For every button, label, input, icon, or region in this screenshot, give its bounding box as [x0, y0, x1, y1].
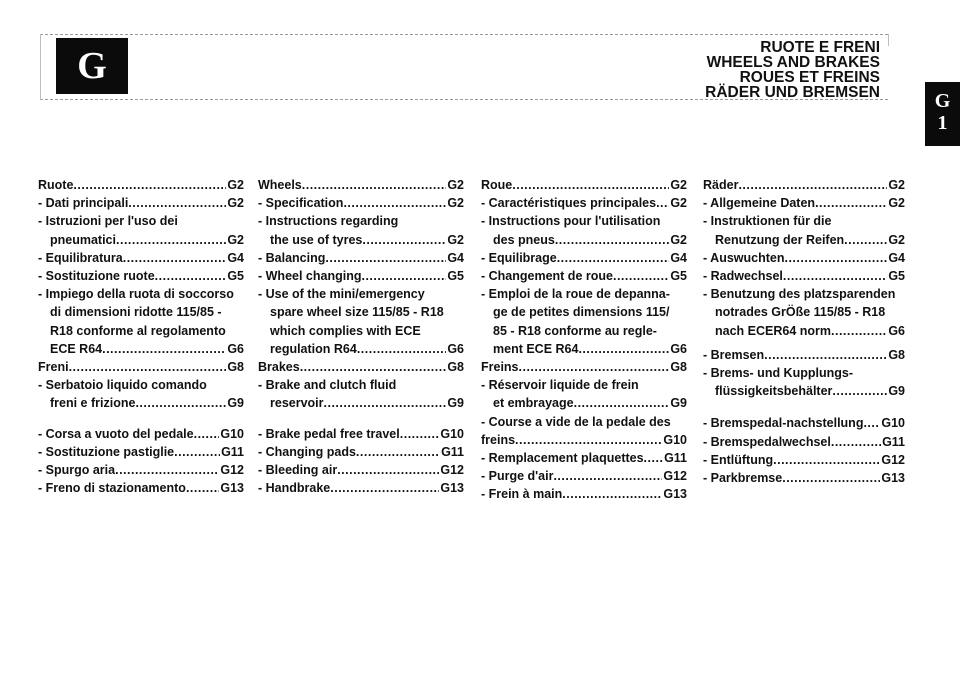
- toc-entry[interactable]: - Spurgo aria ..... G12: [38, 461, 244, 479]
- toc-entry[interactable]: des pneus ..... G2: [481, 231, 687, 249]
- toc-entry[interactable]: - Sostituzione ruote ..... G5: [38, 267, 244, 285]
- toc-entry[interactable]: ment ECE R64 ..... G6: [481, 340, 687, 358]
- toc-entry[interactable]: the use of tyres ..... G2: [258, 231, 464, 249]
- toc-entry-line: spare wheel size 115/85 - R18: [270, 305, 444, 320]
- toc-entry[interactable]: - Changement de roue ..... G5: [481, 267, 687, 285]
- toc-entry[interactable]: - Caractéristiques principales ..... G2: [481, 194, 687, 212]
- toc-entry[interactable]: freins ..... G10: [481, 431, 687, 449]
- toc-entry[interactable]: - Auswuchten ..... G4: [703, 249, 905, 267]
- toc-entry[interactable]: - Balancing ..... G4: [258, 249, 464, 267]
- toc-entry-line: di dimensioni ridotte 115/85 -: [50, 305, 222, 320]
- toc-entry[interactable]: - Entlüftung ..... G12: [703, 451, 905, 469]
- toc-entry[interactable]: - Specification ..... G2: [258, 194, 464, 212]
- toc-entry[interactable]: - Equilibratura ..... G4: [38, 249, 244, 267]
- title-english: WHEELS AND BRAKES: [706, 54, 880, 71]
- title-german: RÄDER UND BREMSEN: [705, 84, 880, 101]
- toc-column-english: [258, 176, 464, 497]
- toc-entry[interactable]: - Corsa a vuoto del pedale ..... G10: [38, 425, 244, 443]
- toc-entry[interactable]: - Handbrake ..... G13: [258, 479, 464, 497]
- toc-entry[interactable]: flüssigkeitsbehälter ..... G9: [703, 382, 905, 400]
- toc-entry[interactable]: - Bremspedal-nachstellung ..... G10: [703, 414, 905, 432]
- toc-entry[interactable]: et embrayage ..... G9: [481, 394, 687, 412]
- toc-entry[interactable]: reservoir ..... G9: [258, 394, 464, 412]
- toc-entry[interactable]: regulation R64 ..... G6: [258, 340, 464, 358]
- toc-entry-line: - Instructions pour l'utilisation: [481, 214, 661, 229]
- side-tab-number: 1: [937, 112, 948, 134]
- toc-entry[interactable]: Wheels ..... G2: [258, 176, 464, 194]
- toc-entry-line: - Istruzioni per l'uso dei: [38, 214, 178, 229]
- title-italian: RUOTE E FRENI: [760, 39, 880, 56]
- toc-entry-line: which complies with ECE: [270, 323, 421, 338]
- toc-entry-line: - Benutzung des platzsparenden: [703, 287, 896, 302]
- toc-entry[interactable]: - Equilibrage ..... G4: [481, 249, 687, 267]
- toc-entry-line: - Réservoir liquide de frein: [481, 378, 639, 393]
- toc-entry[interactable]: ECE R64 ..... G6: [38, 340, 244, 358]
- toc-entry[interactable]: - Sostituzione pastiglie ..... G11: [38, 443, 244, 461]
- toc-entry[interactable]: - Brake pedal free travel ..... G10: [258, 425, 464, 443]
- toc-entry[interactable]: nach ECER64 norm ..... G6: [703, 322, 905, 340]
- toc-entry[interactable]: Roue ..... G2: [481, 176, 687, 194]
- toc-entry-line: - Brake and clutch fluid: [258, 378, 397, 393]
- title-french: ROUES ET FREINS: [739, 69, 880, 86]
- chapter-badge: [56, 38, 128, 94]
- side-tab-letter: G: [934, 90, 951, 112]
- toc-entry-line: - Instruktionen für die: [703, 214, 832, 229]
- toc-entry[interactable]: - Radwechsel ..... G5: [703, 267, 905, 285]
- toc-entry[interactable]: - Changing pads ..... G11: [258, 443, 464, 461]
- header-left-rule: [40, 34, 41, 100]
- toc-entry[interactable]: - Remplacement plaquettes ..... G11: [481, 449, 687, 467]
- toc-entry[interactable]: Freins ..... G8: [481, 358, 687, 376]
- header-right-rule: [888, 34, 889, 46]
- toc-entry[interactable]: - Purge d'air ..... G12: [481, 467, 687, 485]
- toc-entry[interactable]: Renutzung der Reifen ..... G2: [703, 231, 905, 249]
- toc-entry[interactable]: - Bremspedalwechsel ..... G11: [703, 433, 905, 451]
- toc-entry[interactable]: - Freno di stazionamento ..... G13: [38, 479, 244, 497]
- toc-entry[interactable]: Ruote ..... G2: [38, 176, 244, 194]
- toc-entry-line: 85 - R18 conforme au regle-: [493, 323, 657, 338]
- toc-entry-line: - Serbatoio liquido comando: [38, 378, 207, 393]
- toc-entry-line: R18 conforme al regolamento: [50, 323, 226, 338]
- toc-entry[interactable]: Brakes ..... G8: [258, 358, 464, 376]
- toc-entry-line: ge de petites dimensions 115/: [493, 305, 670, 320]
- toc-entry[interactable]: - Allgemeine Daten ..... G2: [703, 194, 905, 212]
- section-side-tab[interactable]: [925, 82, 960, 146]
- toc-entry[interactable]: - Dati principali ..... G2: [38, 194, 244, 212]
- toc-entry[interactable]: - Parkbremse ..... G13: [703, 469, 905, 487]
- toc-column-french: [481, 176, 687, 504]
- toc-entry-line: - Emploi de la roue de depanna-: [481, 287, 670, 302]
- toc-column-italian: [38, 176, 244, 497]
- chapter-titles: [705, 40, 880, 100]
- toc-entry[interactable]: - Wheel changing ..... G5: [258, 267, 464, 285]
- toc-entry[interactable]: - Bleeding air ..... G12: [258, 461, 464, 479]
- toc-entry-line: - Impiego della ruota di soccorso: [38, 287, 234, 302]
- toc-entry[interactable]: pneumatici ..... G2: [38, 231, 244, 249]
- toc-entry[interactable]: - Frein à main ..... G13: [481, 485, 687, 503]
- chapter-letter: G: [77, 45, 107, 87]
- toc-entry[interactable]: Freni ..... G8: [38, 358, 244, 376]
- header-top-rule: [40, 34, 888, 35]
- toc-entry-line: - Use of the mini/emergency: [258, 287, 425, 302]
- toc-entry[interactable]: - Bremsen ..... G8: [703, 346, 905, 364]
- toc-entry-line: - Course a vide de la pedale des: [481, 414, 671, 429]
- toc-entry[interactable]: Räder ..... G2: [703, 176, 905, 194]
- toc-column-german: [703, 176, 905, 487]
- toc-entry-line: - Brems- und Kupplungs-: [703, 366, 853, 381]
- toc-entry-line: - Instructions regarding: [258, 214, 399, 229]
- toc-entry-line: notrades GrÖße 115/85 - R18: [715, 305, 886, 320]
- toc-entry[interactable]: freni e frizione ..... G9: [38, 394, 244, 412]
